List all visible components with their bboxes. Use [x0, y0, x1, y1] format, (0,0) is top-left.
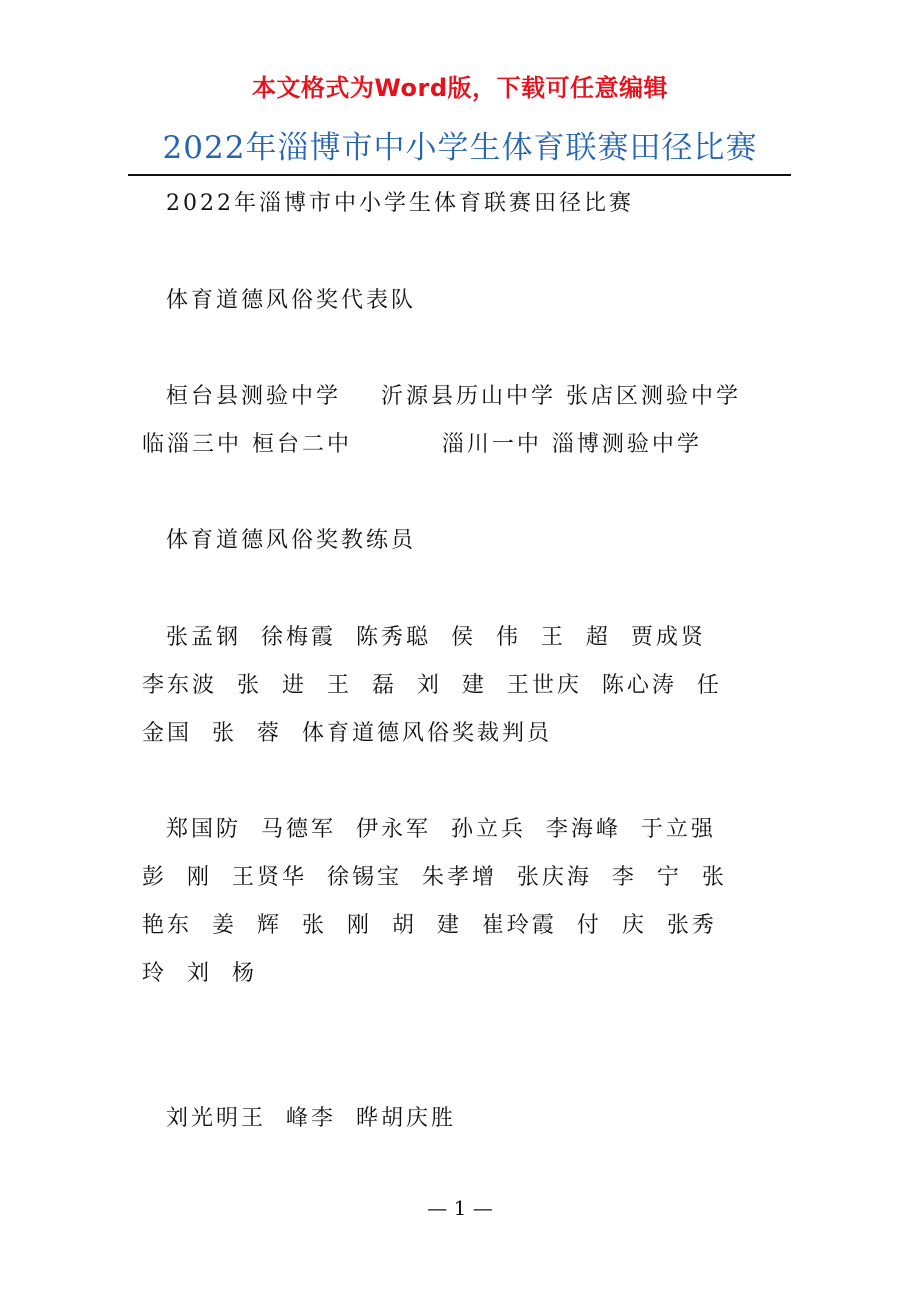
paragraph-subtitle: 2022年淄博市中小学生体育联赛田径比赛 — [166, 191, 634, 216]
section-heading-coaches: 体育道德风俗奖教练员 — [166, 528, 417, 553]
teams-line-1: 桓台县测验中学 沂源县历山中学 张店区测验中学 — [166, 384, 741, 409]
names-line-final: 刘光明王 峰李 晔胡庆胜 — [166, 1106, 456, 1131]
referees-line-3: 艳东 姜 辉 张 刚 胡 建 崔玲霞 付 庆 张秀 — [142, 913, 717, 938]
referees-line-1: 郑国防 马德军 伊永军 孙立兵 李海峰 于立强 — [166, 817, 716, 842]
page-number: — 1 — — [427, 1196, 493, 1220]
referees-line-2: 彭 刚 王贤华 徐锡宝 朱孝增 张庆海 李 宁 张 — [142, 865, 727, 890]
format-banner: 本文格式为Word版，下载可任意编辑 — [251, 74, 669, 102]
referees-line-4: 玲 刘 杨 — [142, 961, 257, 986]
teams-line-2: 临淄三中 桓台二中 淄川一中 淄博测验中学 — [142, 432, 702, 457]
section-heading-teams: 体育道德风俗奖代表队 — [166, 288, 417, 313]
header-rule — [128, 174, 791, 176]
coaches-line-3: 金国 张 蓉 体育道德风俗奖裁判员 — [142, 721, 552, 746]
coaches-line-2: 李东波 张 进 王 磊 刘 建 王世庆 陈心涛 任 — [142, 673, 722, 698]
document-title: 2022年淄博市中小学生体育联赛田径比赛 — [162, 130, 758, 166]
coaches-line-1: 张孟钢 徐梅霞 陈秀聪 侯 伟 王 超 贾成贤 — [166, 625, 706, 650]
